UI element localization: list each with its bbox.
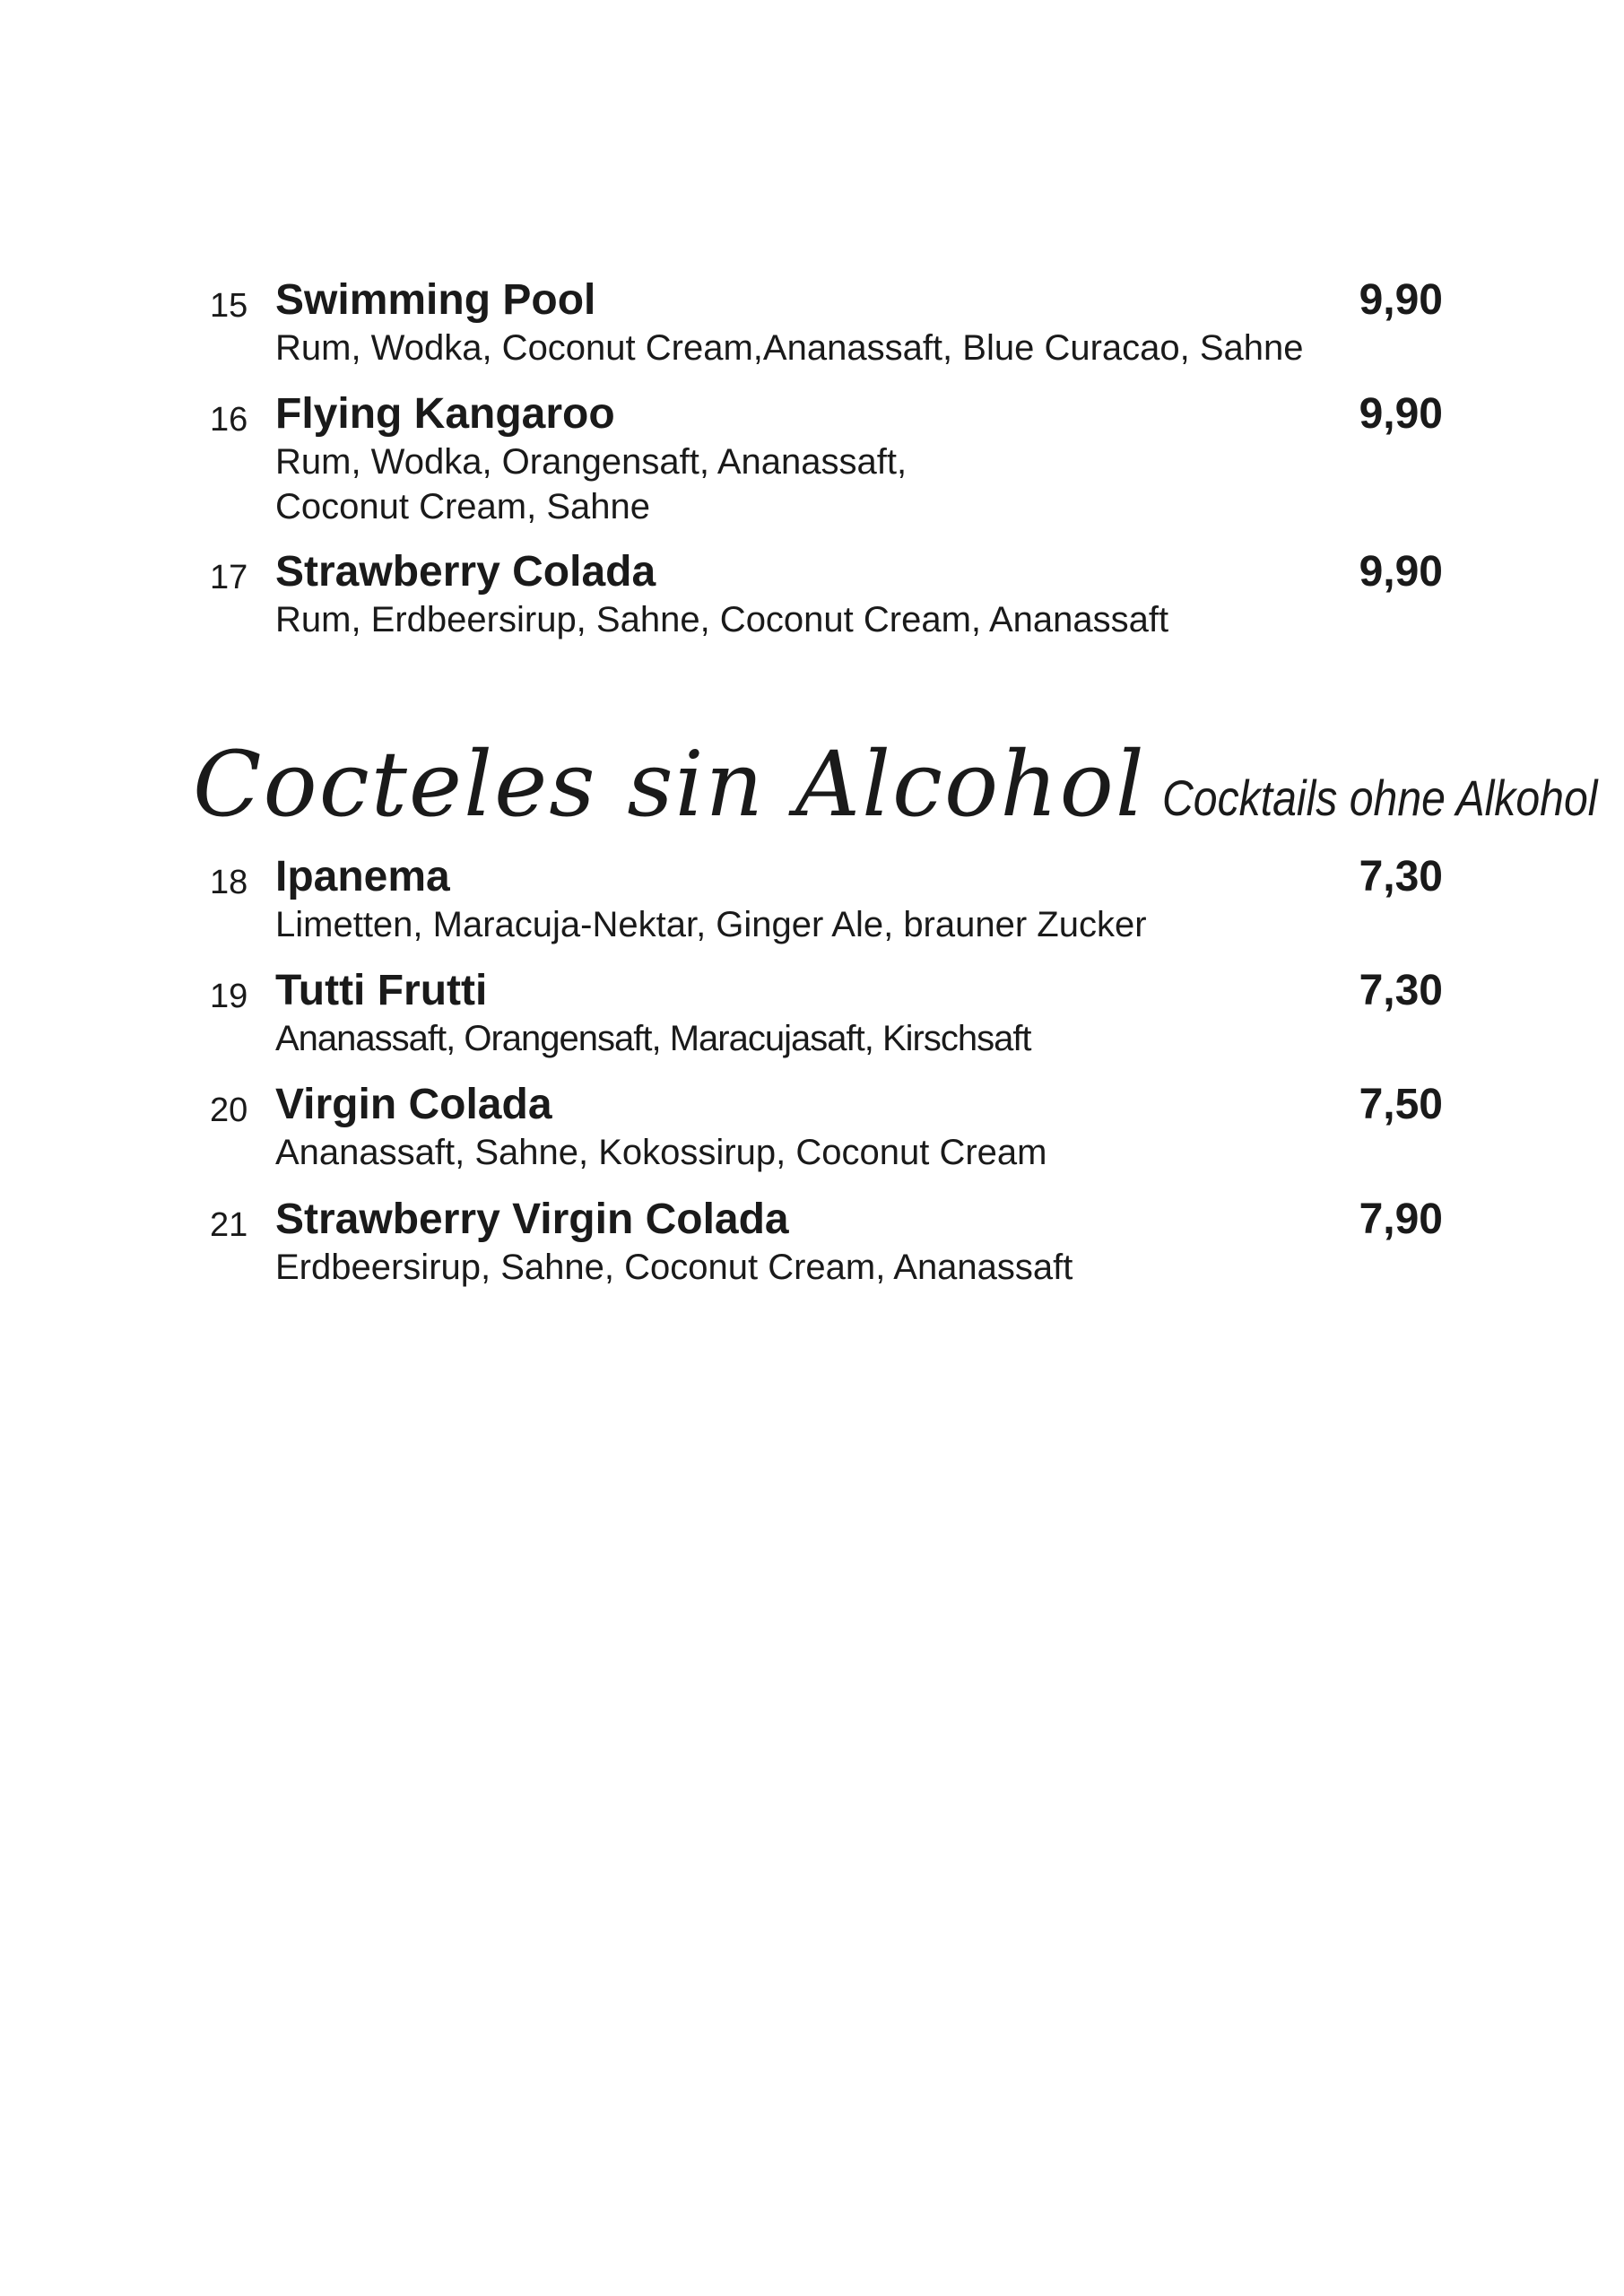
section-heading: [193, 722, 1624, 848]
item-name: Swimming Pool: [275, 276, 596, 324]
item-name: Ipanema: [275, 853, 450, 900]
item-description: Limetten, Maracuja-Nektar, Ginger Ale, brauner Zucker: [275, 905, 1147, 944]
item-number: 20: [210, 1091, 248, 1129]
item-description: Rum, Wodka, Orangensaft, Ananassaft, Coconut Cream, Sahne: [275, 442, 908, 526]
item-description: Erdbeersirup, Sahne, Coconut Cream, Ananassaft: [275, 1248, 1073, 1287]
item-price: 7,50: [1359, 1081, 1443, 1128]
item-number: 16: [210, 401, 248, 439]
item-description: Ananassaft, Orangensaft, Maracujasaft, Kirschsaft: [275, 1019, 1031, 1058]
item-description: Rum, Wodka, Coconut Cream,Ananassaft, Blue Curacao, Sahne: [275, 328, 1304, 368]
item-price: 7,30: [1359, 967, 1443, 1014]
item-number: 18: [210, 864, 248, 901]
item-name: Tutti Frutti: [275, 967, 488, 1014]
item-price: 9,90: [1359, 276, 1443, 324]
item-price: 9,90: [1359, 390, 1443, 438]
item-description: Rum, Erdbeersirup, Sahne, Coconut Cream, Ananassaft: [275, 600, 1169, 639]
item-number: 19: [210, 978, 248, 1015]
item-number: 21: [210, 1206, 248, 1244]
item-name: Strawberry Colada: [275, 548, 656, 596]
section-subtitle: Cocktails ohne Alkohol: [1161, 770, 1598, 826]
item-name: Virgin Colada: [275, 1081, 552, 1128]
item-number: 17: [210, 559, 248, 596]
item-price: 7,90: [1359, 1196, 1443, 1243]
item-description: Ananassaft, Sahne, Kokossirup, Coconut Cream: [275, 1133, 1047, 1172]
item-number: 15: [210, 287, 248, 325]
item-price: 7,30: [1359, 853, 1443, 900]
section-script-title: Cocteles sin Alcohol: [193, 732, 1146, 837]
item-name: Strawberry Virgin Colada: [275, 1196, 789, 1243]
item-price: 9,90: [1359, 548, 1443, 596]
item-name: Flying Kangaroo: [275, 390, 615, 438]
